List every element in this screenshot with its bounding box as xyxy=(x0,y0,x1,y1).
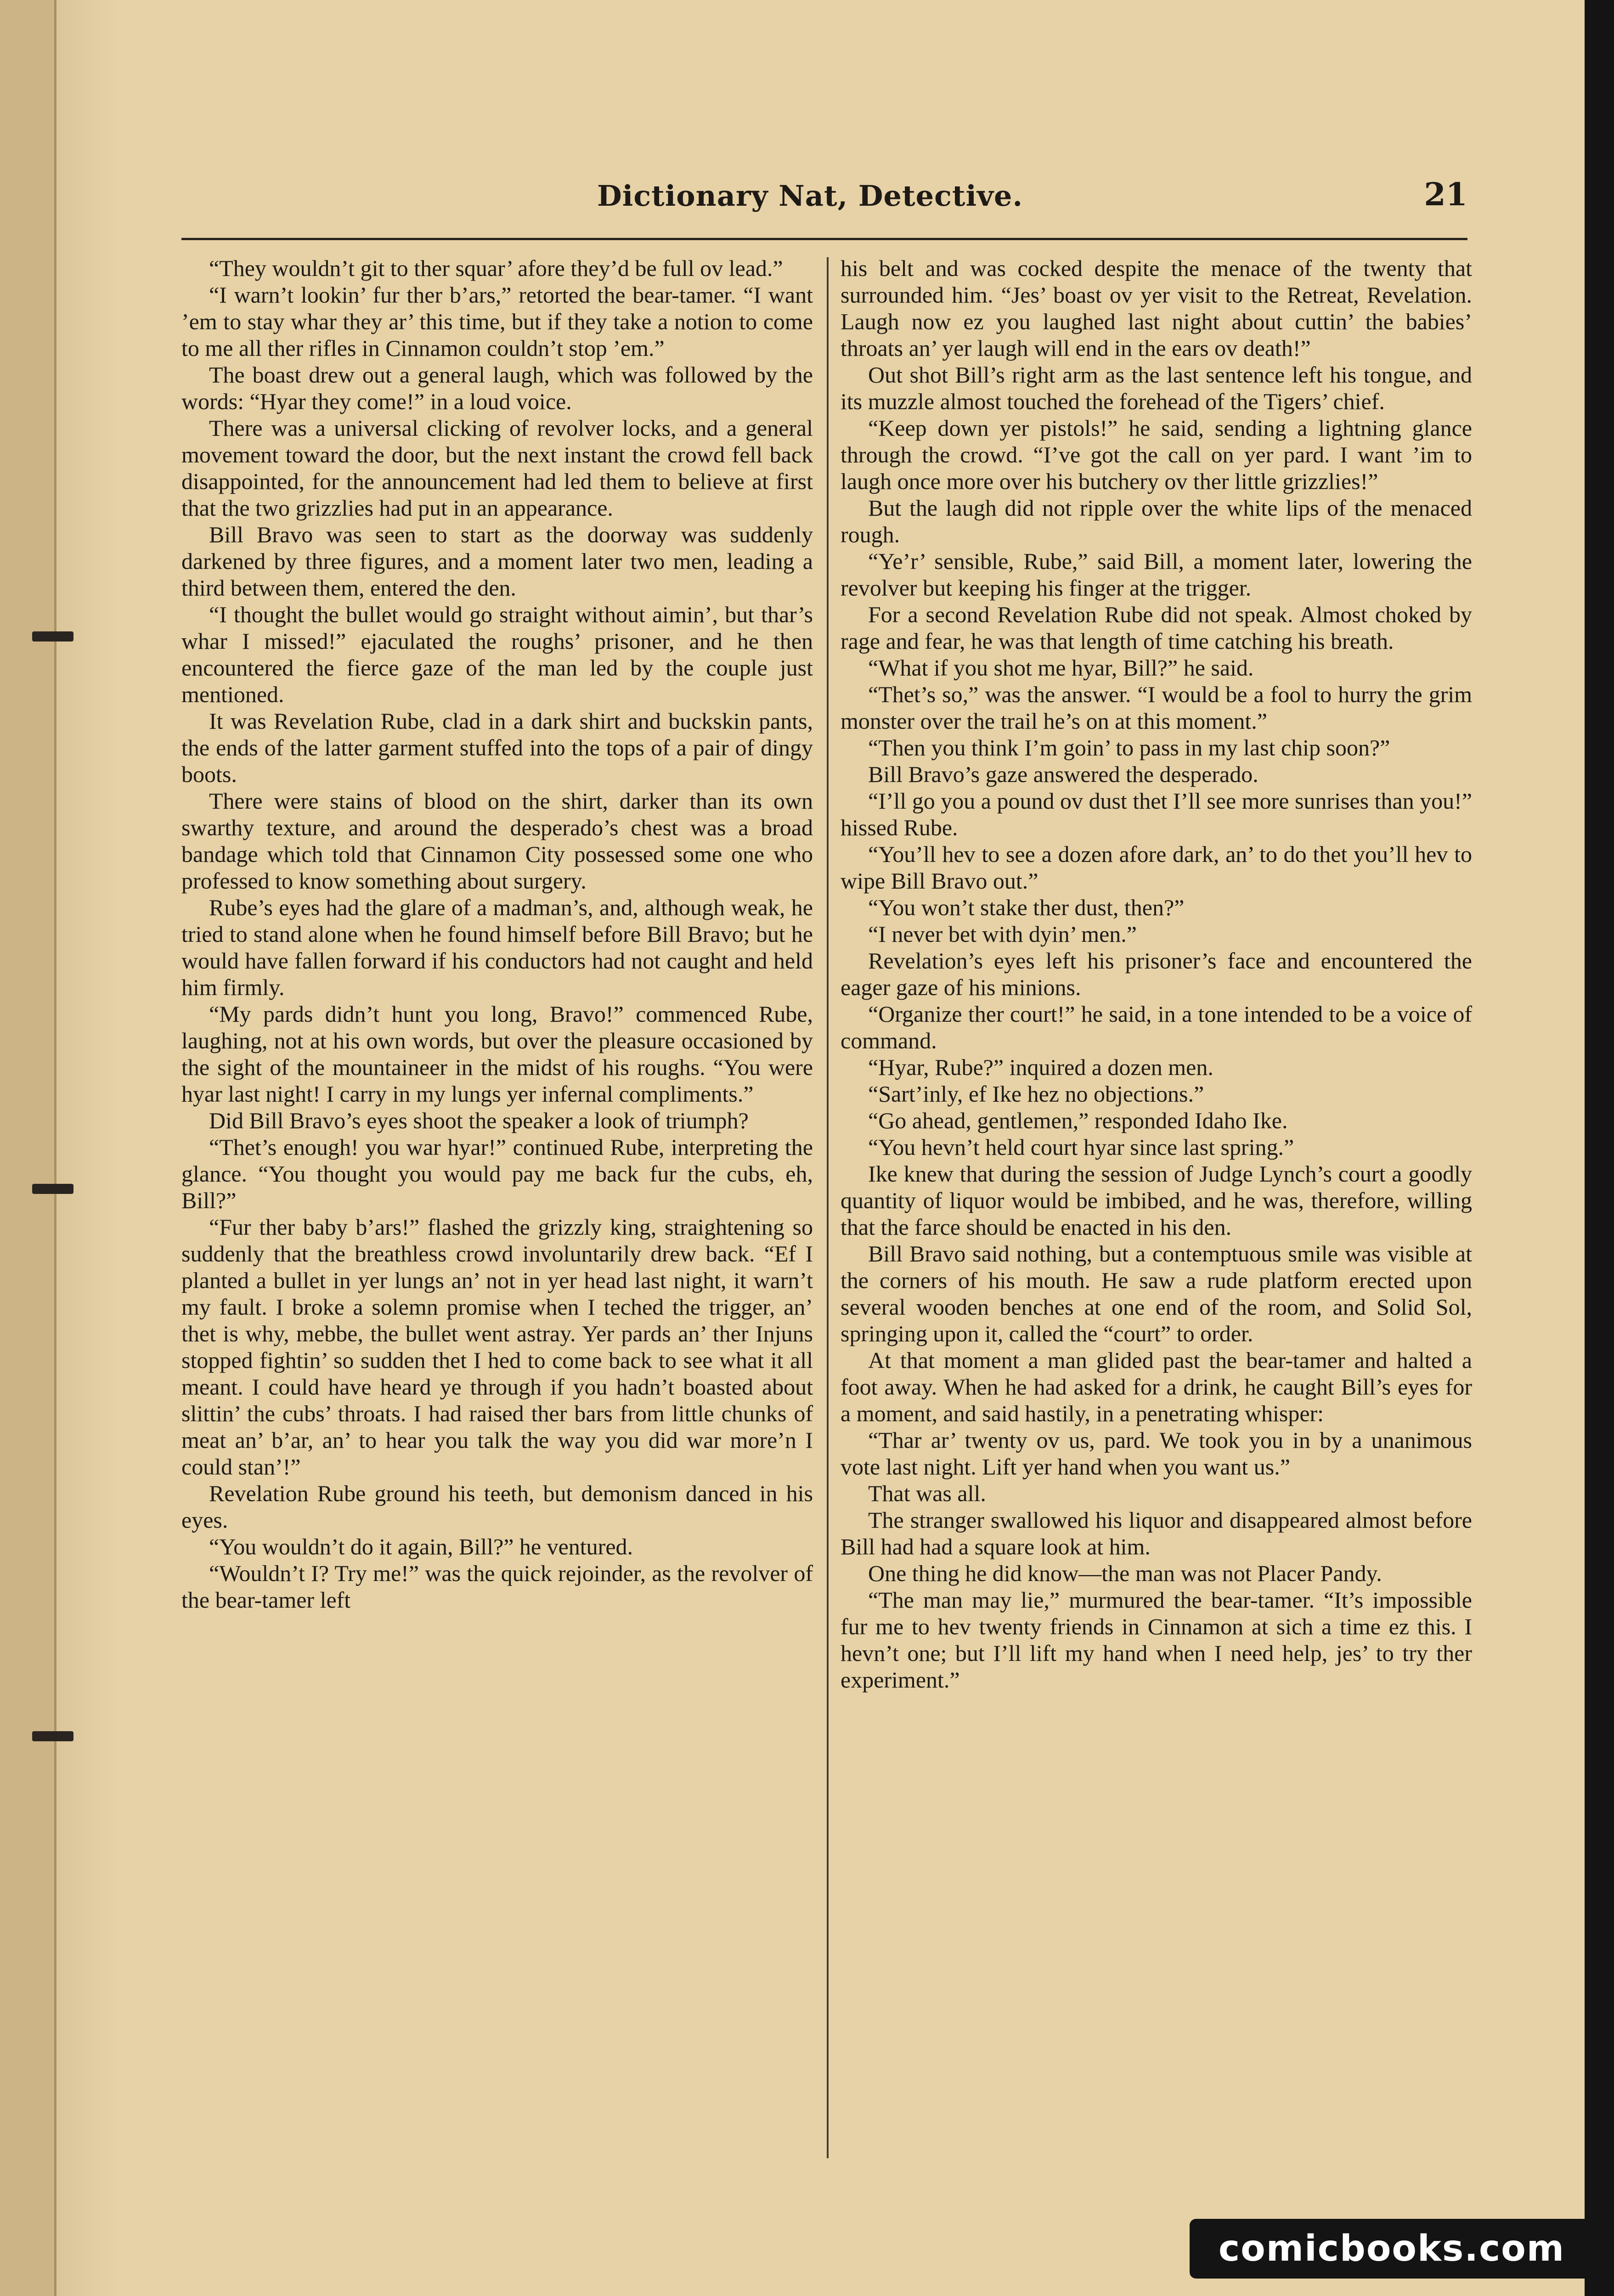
binding-stitch-1 xyxy=(32,631,73,642)
paragraph: Did Bill Bravo’s eyes shoot the speaker a look of triumph? xyxy=(209,1108,749,1133)
paragraph: It was Revelation Rube, clad in a dark shirt and buckskin pants, the ends of the latter garment stuffed into the tops of a pair of dingy boots. xyxy=(181,708,813,787)
column-divider xyxy=(827,257,829,2158)
page-number: 21 xyxy=(1424,176,1467,213)
paragraph: “Keep down yer pistols!” he said, sending a lightning glance through the crowd. “I’ve got the call on yer pard. I want ’im to laugh once more over his butchery ov ther little grizzlies!” xyxy=(841,415,1472,494)
paragraph: “My pards didn’t hunt you long, Bravo!” commenced Rube, laughing, not at his own words, but over the pleasure occasioned by the sight of the mountaineer in the midst of his roughs. “You were hyar last night! I carry in my lungs yer infernal compliments.” xyxy=(181,1001,813,1107)
paragraph: “Then you think I’m goin’ to pass in my last chip soon?” xyxy=(868,735,1390,760)
paragraph: “Hyar, Rube?” inquired a dozen men. xyxy=(868,1054,1213,1080)
paragraph: “I’ll go you a pound ov dust thet I’ll see more sunrises than you!” hissed Rube. xyxy=(841,788,1472,840)
header-rule xyxy=(181,238,1467,240)
paragraph: “Sart’inly, ef Ike hez no objections.” xyxy=(868,1081,1204,1107)
paragraph: Bill Bravo was seen to start as the doorway was suddenly darkened by three figures, and a moment later two men, leading a third between them, entered the den. xyxy=(181,522,813,601)
paragraph: “Ye’r’ sensible, Rube,” said Bill, a moment later, lowering the revolver but keeping his finger at the trigger. xyxy=(841,548,1472,601)
paragraph: Out shot Bill’s right arm as the last sentence left his tongue, and its muzzle almost touched the forehead of the Tigers’ chief. xyxy=(841,362,1472,414)
paragraph: That was all. xyxy=(868,1480,986,1506)
paragraph: Revelation’s eyes left his prisoner’s face and encountered the eager gaze of his minions. xyxy=(841,948,1472,1000)
paragraph: There were stains of blood on the shirt, darker than its own swarthy texture, and around the desperado’s chest was a broad bandage which told that Cinnamon City possessed some one who professed to know something about surgery. xyxy=(181,788,813,894)
paragraph: Bill Bravo said nothing, but a contemptuous smile was visible at the corners of his mouth. He saw a rude platform erected upon several wooden benches at one end of the room, and Solid Sol, springing upon it, called the “court” to order. xyxy=(841,1241,1472,1346)
paragraph: Bill Bravo’s gaze answered the desperado. xyxy=(868,761,1258,787)
paragraph: There was a universal clicking of revolver locks, and a general movement toward the door, but the next instant the crowd fell back disappointed, for the announcement had led them to believe at first that the two grizzlies had put in an appearance. xyxy=(181,415,813,521)
paragraph: At that moment a man glided past the bear-tamer and halted a foot away. When he had asked for a drink, he caught Bill’s eyes for a moment, and said hastily, in a penetrating whisper: xyxy=(841,1347,1472,1426)
binding-stitch-2 xyxy=(32,1184,73,1194)
paragraph: Revelation Rube ground his teeth, but demonism danced in his eyes. xyxy=(181,1480,813,1533)
paragraph: “Wouldn’t I? Try me!” was the quick rejoinder, as the revolver of the bear-tamer left xyxy=(181,1560,813,1613)
paragraph: The boast drew out a general laugh, which was followed by the words: “Hyar they come!” in a loud voice. xyxy=(181,362,813,414)
paragraph: “You’ll hev to see a dozen afore dark, an’ to do thet you’ll hev to wipe Bill Bravo out.” xyxy=(841,841,1472,894)
paragraph: One thing he did know—the man was not Placer Pandy. xyxy=(868,1560,1382,1586)
paragraph: “I thought the bullet would go straight without aimin’, but thar’s whar I missed!” ejaculated the roughs’ prisoner, and he then encountered the fierce gaze of the man led by the couple just mentioned. xyxy=(181,602,813,707)
paragraph: But the laugh did not ripple over the white lips of the menaced rough. xyxy=(841,495,1472,547)
paragraph: For a second Revelation Rube did not speak. Almost choked by rage and fear, he was that length of time catching his breath. xyxy=(841,602,1472,654)
paragraph: “Organize ther court!” he said, in a tone intended to be a voice of command. xyxy=(841,1001,1472,1053)
binding-stitch-3 xyxy=(32,1731,73,1741)
paragraph: “I never bet with dyin’ men.” xyxy=(868,921,1137,947)
paragraph: Rube’s eyes had the glare of a madman’s, and, although weak, he tried to stand alone when he found himself before Bill Bravo; but he would have fallen forward if his conductors had not caught and held him firmly. xyxy=(181,895,813,1000)
paragraph: “What if you shot me hyar, Bill?” he said. xyxy=(868,655,1254,681)
paragraph: “You won’t stake ther dust, then?” xyxy=(868,895,1185,920)
paragraph: “You wouldn’t do it again, Bill?” he ventured. xyxy=(209,1534,633,1559)
running-header xyxy=(181,170,1467,225)
paragraph: The stranger swallowed his liquor and disappeared almost before Bill had had a square look at him. xyxy=(841,1507,1472,1559)
paragraph: “They wouldn’t git to ther squar’ afore they’d be full ov lead.” xyxy=(209,255,783,281)
running-title: Dictionary Nat, Detective. xyxy=(597,179,1023,213)
paragraph: Ike knew that during the session of Judge Lynch’s court a goodly quantity of liquor would be imbibed, and he was, therefore, willing that the farce should be enacted in his den. xyxy=(841,1161,1472,1240)
paragraph: “I warn’t lookin’ fur ther b’ars,” retorted the bear-tamer. “I want ’em to stay whar they ar’ this time, but if they take a notion to come to me all ther rifles in Cinnamon couldn’t stop ’em.” xyxy=(181,282,813,361)
left-column xyxy=(181,255,813,2161)
paragraph: “You hevn’t held court hyar since last spring.” xyxy=(868,1134,1294,1160)
paragraph: “Fur ther baby b’ars!” flashed the grizzly king, straightening so suddenly that the breathless crowd involuntarily drew back. “Ef I planted a bullet in yer lungs an’ not in yer head last night, it warn’t my fault. I broke a solemn promise when I teched the trigger, an’ thet is why, mebbe, the bullet went astray. Yer pards an’ ther Injuns stopped fightin’ so sudden thet I hed to come back to see what it all meant. I could have heard ye through if you hadn’t boasted about slittin’ the cubs’ throats. I had raised ther bars from little chunks of meat an’ b’ar, an’ to hear you talk the way you did war more’n I could stan’!” xyxy=(181,1214,813,1480)
paragraph: “Thet’s enough! you war hyar!” continued Rube, interpreting the glance. “You thought you would pay me back fur the cubs, eh, Bill?” xyxy=(181,1134,813,1213)
paragraph: “Go ahead, gentlemen,” responded Idaho Ike. xyxy=(868,1108,1288,1133)
page-binding-edge xyxy=(0,0,56,2296)
paragraph: his belt and was cocked despite the menace of the twenty that surrounded him. “Jes’ boast ov yer visit to the Retreat, Revelation. Laugh now ez you laughed last night about cuttin’ the babies’ throats an’ yer laugh will end in the ears ov death!” xyxy=(841,255,1472,361)
paragraph: “Thar ar’ twenty ov us, pard. We took you in by a unanimous vote last night. Lift yer hand when you want us.” xyxy=(841,1427,1472,1480)
site-watermark: comicbooks.com xyxy=(1190,2219,1594,2279)
paragraph: “The man may lie,” murmured the bear-tamer. “It’s impossible fur me to hev twenty friends in Cinnamon at sich a time ez this. I hevn’t one; but I’ll lift my hand when I need help, jes’ to try ther experiment.” xyxy=(841,1587,1472,1693)
right-column xyxy=(841,255,1472,2161)
paragraph: “Thet’s so,” was the answer. “I would be a fool to hurry the grim monster over the trail he’s on at this moment.” xyxy=(841,681,1472,734)
